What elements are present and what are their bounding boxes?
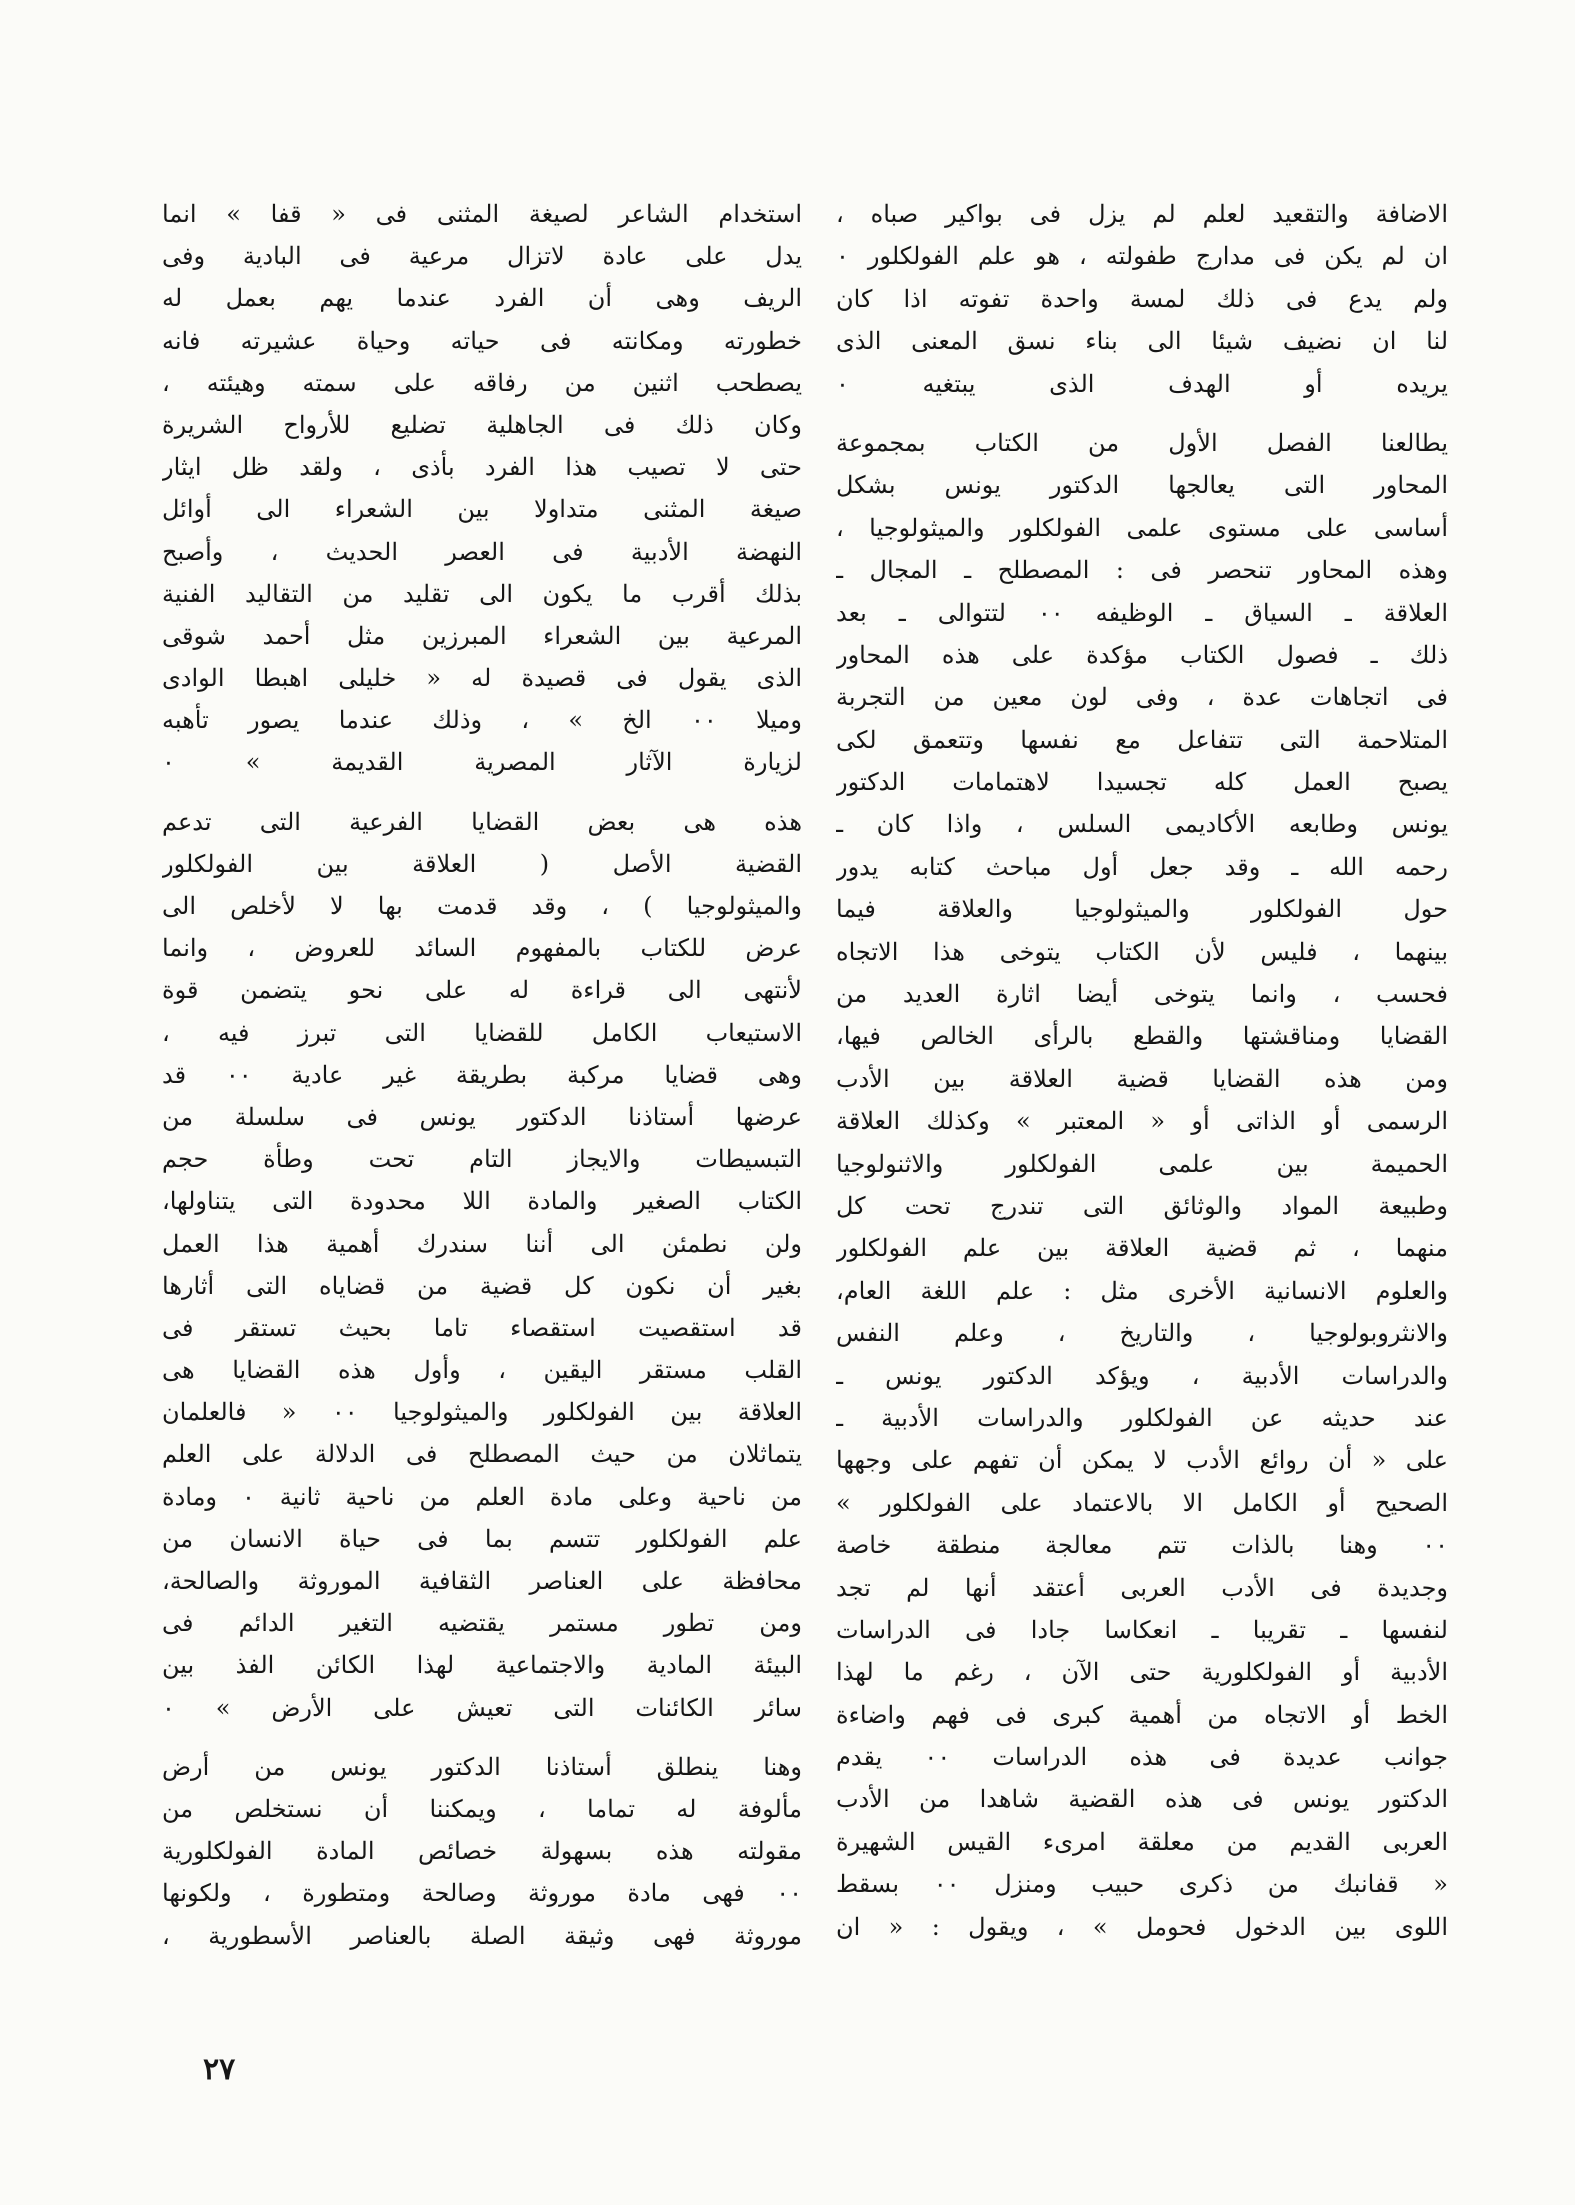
text-line: على « أن روائع الأدب لا يمكن أن تفهم على وجهها: [836, 1446, 1448, 1475]
text-line: والميثولوجيا ) ، وقد قدمت بها لا لأخلص الى: [162, 892, 802, 920]
text-line: بذلك أقرب ما يكون الى تقليد من التقاليد الفنية: [162, 579, 802, 608]
paragraph: [836, 193, 1448, 405]
text-line: المتلاحمة التى تتفاعل مع نفسها وتتعمق لكى: [836, 725, 1448, 754]
text-line: المحاور التى يعالجها الدكتور يونس بشكل: [836, 471, 1448, 500]
paragraph: [162, 193, 802, 784]
text-line: منهما ، ثم قضية العلاقة بين علم الفولكلور: [836, 1234, 1448, 1263]
text-line: ذلك ـ فصول الكتاب مؤكدة على هذه المحاور: [836, 640, 1448, 669]
text-line: والدراسات الأدبية ، ويؤكد الدكتور يونس ـ: [836, 1361, 1448, 1390]
text-line: التبسيطات والايجاز التام تحت وطأة حجم: [162, 1145, 802, 1174]
text-line: هذه هى بعض القضايا الفرعية التى تدعم: [162, 807, 802, 836]
text-line: والعلوم الانسانية الأخرى مثل : علم اللغة العام،: [836, 1276, 1448, 1305]
text-line: بغير أن نكون كل قضية من قضاياه التى أثارها: [162, 1271, 802, 1300]
right-column: [836, 193, 1448, 1965]
text-line: الدكتور يونس فى هذه القضية شاهدا من الأدب: [836, 1785, 1448, 1814]
text-line: يصبح العمل كله تجسيدا لاهتمامات الدكتور: [836, 768, 1448, 797]
text-line: ومن تطور مستمر يقتضيه التغير الدائم فى: [162, 1609, 802, 1638]
text-line: بينهما ، فليس لأن الكتاب يتوخى هذا الاتجاه: [836, 937, 1448, 966]
text-line: مألوفة له تماما ، ويمكننا أن نستخلص من: [162, 1794, 802, 1823]
text-line: استخدام الشاعر لصيغة المثنى فى « قفا » انما: [162, 200, 802, 228]
text-line: لأنتهى الى قراءة له على نحو يتضمن قوة: [162, 976, 802, 1005]
text-line: القضية الأصل ( العلاقة بين الفولكلور: [162, 849, 802, 878]
paragraph: [836, 422, 1448, 1948]
text-line: عرضها أستاذنا الدكتور يونس فى سلسلة من: [162, 1102, 802, 1131]
text-line: الاستيعاب الكامل للقضايا التى تبرز فيه ،: [162, 1018, 802, 1047]
text-line: يصطحب اثنين من رفاقه على سمته وهيئته ،: [162, 368, 802, 397]
text-line: فى اتجاهات عدة ، وفى لون معين من التجربة: [836, 683, 1448, 712]
text-line: العلاقة ـ السياق ـ الوظيفه ٠٠ لتتوالى ـ بعد: [836, 598, 1448, 627]
text-line: لزيارة الآثار المصرية القديمة » ٠: [162, 748, 802, 777]
text-line: يريده أو الهدف الذى يبتغيه ٠: [836, 369, 1448, 398]
text-line: وجديدة فى الأدب العربى أعتقد أنها لم تجد: [836, 1573, 1448, 1602]
text-line: فحسب ، وانما يتوخى أيضا اثارة العديد من: [836, 980, 1448, 1009]
text-line: لنفسها ـ تقريبا ـ انعكاسا جادا فى الدراسات: [836, 1615, 1448, 1644]
text-line: علم الفولكلور تتسم بما فى حياة الانسان من: [162, 1524, 802, 1553]
text-line: ومن هذه القضايا قضية العلاقة بين الأدب: [836, 1064, 1448, 1093]
text-line: سائر الكائنات التى تعيش على الأرض » ٠: [162, 1693, 802, 1722]
text-line: الخط أو الاتجاه من أهمية كبرى فى فهم واضاءة: [836, 1700, 1448, 1729]
text-line: لنا ان نضيف شيئا الى بناء نسق المعنى الذى: [836, 327, 1448, 356]
text-line: مقولته هذه بسهولة خصائص المادة الفولكلورية: [162, 1837, 802, 1866]
text-line: ٠٠ فهى مادة موروثة وصالحة ومتطورة ، ولكونها: [162, 1879, 802, 1908]
text-line: وميلا ٠٠ الخ » ، وذلك عندما يصور تأهبه: [162, 706, 802, 735]
text-line: الصحيح أو الكامل الا بالاعتماد على الفولكلور »: [836, 1488, 1448, 1517]
text-line: الاضافة والتقعيد لعلم لم يزل فى بواكير صباه ،: [836, 200, 1448, 228]
text-line: الرسمى أو الذاتى أو « المعتبر » وكذلك العلاقة: [836, 1107, 1448, 1136]
paragraph: [162, 1746, 802, 1957]
text-line: ان لم يكن فى مدارج طفولته ، هو علم الفولكلور ٠: [836, 242, 1448, 271]
text-line: يدل على عادة لاتزال مرعية فى البادية وفى: [162, 242, 802, 271]
text-line: حول الفولكلور والميثولوجيا والعلاقة فيما: [836, 895, 1448, 924]
text-line: محافظة على العناصر الثقافية الموروثة والصالحة،: [162, 1567, 802, 1595]
text-line: حتى لا تصيب هذا الفرد بأذى ، ولقد ظل ايثار: [162, 453, 802, 482]
text-line: عرض للكتاب بالمفهوم السائد للعروض ، وانما: [162, 934, 802, 963]
text-line: وهى قضايا مركبة بطريقة غير عادية ٠٠ قد: [162, 1060, 802, 1089]
text-line: يطالعنا الفصل الأول من الكتاب بمجموعة: [836, 428, 1448, 457]
text-line: الذى يقول فى قصيدة له « خليلى اهبطا الوادى: [162, 664, 802, 693]
text-line: وهذه المحاور تنحصر فى : المصطلح ـ المجال ـ: [836, 556, 1448, 585]
text-line: والانثروبولوجيا ، والتاريخ ، وعلم النفس: [836, 1319, 1448, 1348]
page-number: ٢٧: [203, 2052, 236, 2087]
text-line: القضايا ومناقشتها والقطع بالرأى الخالص فيها،: [836, 1022, 1448, 1051]
text-line: وكان ذلك فى الجاهلية تضليع للأرواح الشريرة: [162, 410, 802, 439]
text-line: وهنا ينطلق أستاذنا الدكتور يونس من أرض: [162, 1752, 802, 1781]
text-line: اللوى بين الدخول فحومل » ، ويقول : « ان: [836, 1912, 1448, 1941]
text-line: المرعية بين الشعراء المبرزين مثل أحمد شوقى: [162, 621, 802, 650]
text-line: صيغة المثنى متداولا بين الشعراء الى أوائل: [162, 495, 802, 524]
text-line: يتماثلان من حيث المصطلح فى الدلالة على العلم: [162, 1440, 802, 1469]
text-line: النهضة الأدبية فى العصر الحديث ، وأصبح: [162, 537, 802, 566]
text-line: من ناحية وعلى مادة العلم من ناحية ثانية ٠ ومادة: [162, 1482, 802, 1511]
text-line: الحميمة بين علمى الفولكلور والاثنولوجيا: [836, 1149, 1448, 1178]
text-line: عند حديثه عن الفولكلور والدراسات الأدبية ـ: [836, 1403, 1448, 1432]
text-line: ولن نطمئن الى أننا سندرك أهمية هذا العمل: [162, 1229, 802, 1258]
text-line: « قفانبك من ذكرى حبيب ومنزل ٠٠ بسقط: [836, 1870, 1448, 1899]
text-line: الأدبية أو الفولكلورية حتى الآن ، رغم ما لهذا: [836, 1658, 1448, 1687]
text-line: خطورته ومكانته فى حياته وحياة عشيرته فانه: [162, 326, 802, 355]
text-line: القلب مستقر اليقين ، وأول هذه القضايا هى: [162, 1356, 802, 1385]
text-line: ولم يدع فى ذلك لمسة واحدة تفوته اذا كان: [836, 284, 1448, 313]
text-line: العربى القديم من معلقة امرىء القيس الشهيرة: [836, 1827, 1448, 1856]
text-line: البيئة المادية والاجتماعية لهذا الكائن الفذ بين: [162, 1651, 802, 1680]
text-line: ٠٠ وهنا بالذات تتم معالجة منطقة خاصة: [836, 1531, 1448, 1560]
text-line: العلاقة بين الفولكلور والميثولوجيا ٠٠ « فالعلمان: [162, 1398, 802, 1427]
text-line: الكتاب الصغير والمادة اللا محدودة التى يتناولها،: [162, 1187, 802, 1216]
text-line: وطبيعة المواد والوثائق التى تندرج تحت كل: [836, 1191, 1448, 1220]
paragraph: [162, 801, 802, 1729]
text-line: أساسى على مستوى علمى الفولكلور والميثولوجيا ،: [836, 513, 1448, 542]
text-line: الريف وهى أن الفرد عندما يهم بعمل له: [162, 284, 802, 313]
left-column: [162, 193, 802, 1974]
text-line: رحمه الله ـ وقد جعل أول مباحث كتابه يدور: [836, 852, 1448, 881]
text-line: جوانب عديدة فى هذه الدراسات ٠٠ يقدم: [836, 1743, 1448, 1772]
text-line: قد استقصيت استقصاء تاما بحيث تستقر فى: [162, 1313, 802, 1342]
text-line: موروثة فهى وثيقة الصلة بالعناصر الأسطورية ،: [162, 1921, 802, 1950]
text-line: يونس وطابعه الأكاديمى السلس ، واذا كان ـ: [836, 810, 1448, 839]
